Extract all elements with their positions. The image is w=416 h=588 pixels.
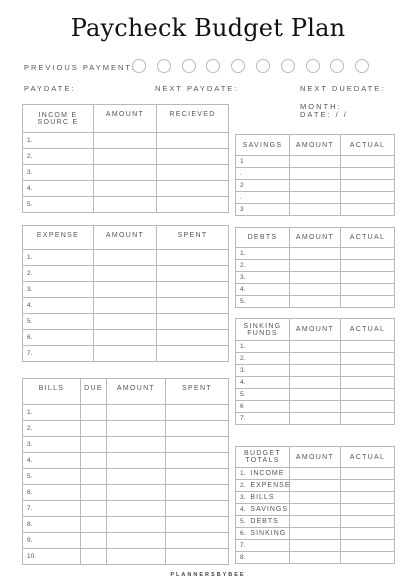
bills-due-header: DUE — [81, 379, 107, 405]
table-row — [23, 250, 229, 266]
entry-cell[interactable] — [290, 365, 341, 377]
entry-cell[interactable] — [157, 346, 229, 362]
entry-cell[interactable] — [290, 516, 341, 528]
label-cell[interactable] — [236, 248, 290, 260]
label-cell[interactable] — [236, 365, 290, 377]
income-table — [22, 104, 229, 213]
entry-cell[interactable] — [166, 421, 229, 437]
row-number: 1. — [27, 409, 33, 416]
budget-totals-header: BUDGET TOTALS — [236, 447, 290, 468]
row-number: . — [240, 194, 242, 201]
entry-cell[interactable] — [290, 284, 341, 296]
entry-cell[interactable] — [290, 248, 341, 260]
totals-row-label: SINKING — [250, 530, 287, 537]
entry-cell[interactable] — [94, 197, 157, 213]
label-cell[interactable] — [236, 341, 290, 353]
entry-cell[interactable] — [341, 365, 395, 377]
label-cell[interactable] — [236, 284, 290, 296]
label-cell[interactable] — [236, 504, 290, 516]
row-number: 1. — [240, 470, 246, 477]
entry-cell[interactable] — [157, 314, 229, 330]
table-row — [236, 365, 395, 377]
table-row — [236, 204, 395, 216]
table-row — [236, 516, 395, 528]
date-label: DATE: / / — [300, 110, 348, 119]
entry-cell[interactable] — [290, 492, 341, 504]
page-title: Paycheck Budget Plan — [70, 14, 346, 42]
entry-cell[interactable] — [290, 260, 341, 272]
entry-cell[interactable] — [290, 528, 341, 540]
entry-cell[interactable] — [166, 485, 229, 501]
expense-spent-header: SPENT — [157, 226, 229, 250]
entry-cell[interactable] — [341, 341, 395, 353]
entry-cell[interactable] — [341, 528, 395, 540]
table-row — [236, 552, 395, 564]
row-number: 4. — [27, 185, 33, 192]
table-row — [23, 197, 229, 213]
row-number: 7. — [240, 542, 246, 549]
entry-cell[interactable] — [94, 250, 157, 266]
entry-cell[interactable] — [157, 149, 229, 165]
row-number: 5. — [240, 518, 246, 525]
payment-circle[interactable] — [306, 59, 320, 73]
expense-header: EXPENSE — [23, 226, 94, 250]
entry-cell[interactable] — [81, 437, 107, 453]
entry-cell[interactable] — [166, 517, 229, 533]
row-number: 6. — [27, 334, 33, 341]
entry-cell[interactable] — [107, 549, 166, 565]
entry-cell[interactable] — [341, 168, 395, 180]
payment-circle[interactable] — [157, 59, 171, 73]
row-number: 1. — [27, 137, 33, 144]
entry-cell[interactable] — [107, 421, 166, 437]
entry-cell[interactable] — [290, 353, 341, 365]
label-cell[interactable] — [23, 330, 94, 346]
table-row — [236, 248, 395, 260]
payment-circle[interactable] — [281, 59, 295, 73]
entry-cell[interactable] — [157, 197, 229, 213]
label-cell[interactable] — [236, 156, 290, 168]
label-cell[interactable] — [23, 250, 94, 266]
entry-cell[interactable] — [341, 192, 395, 204]
table-row — [23, 149, 229, 165]
label-cell[interactable] — [23, 517, 81, 533]
entry-cell[interactable] — [341, 353, 395, 365]
table-row — [236, 480, 395, 492]
label-cell[interactable] — [236, 552, 290, 564]
entry-cell[interactable] — [290, 192, 341, 204]
table-row — [23, 346, 229, 362]
row-number: 4. — [240, 379, 246, 386]
row-number: 9. — [27, 537, 33, 544]
row-number: 7. — [27, 350, 33, 357]
label-cell[interactable] — [236, 168, 290, 180]
income-received-header: RECIEVED — [157, 105, 229, 133]
entry-cell[interactable] — [290, 156, 341, 168]
income-amount-header: AMOUNT — [94, 105, 157, 133]
table-row — [236, 540, 395, 552]
table-row — [23, 405, 229, 421]
entry-cell[interactable] — [290, 468, 341, 480]
entry-cell[interactable] — [94, 181, 157, 197]
entry-cell[interactable] — [166, 549, 229, 565]
row-number: 2. — [240, 262, 246, 269]
row-number: 1. — [240, 250, 246, 257]
row-number: 2. — [240, 482, 246, 489]
sinking-actual-header: ACTUAL — [341, 319, 395, 341]
label-cell[interactable] — [23, 181, 94, 197]
entry-cell[interactable] — [166, 469, 229, 485]
row-number: 3. — [240, 494, 246, 501]
label-cell[interactable] — [23, 533, 81, 549]
entry-cell[interactable] — [81, 533, 107, 549]
table-row — [23, 501, 229, 517]
entry-cell[interactable] — [107, 405, 166, 421]
label-cell[interactable] — [23, 133, 94, 149]
entry-cell[interactable] — [107, 533, 166, 549]
totals-row-label: INCOME — [250, 470, 285, 477]
row-number: 10. — [27, 553, 37, 560]
table-row — [23, 485, 229, 501]
row-number: 1. — [240, 343, 246, 350]
table-row — [23, 421, 229, 437]
savings-table — [235, 134, 395, 216]
entry-cell[interactable] — [94, 346, 157, 362]
table-row — [236, 389, 395, 401]
label-cell[interactable] — [236, 180, 290, 192]
row-number: . — [240, 170, 242, 177]
row-number: 2 — [240, 182, 244, 189]
label-cell[interactable] — [236, 516, 290, 528]
label-cell[interactable] — [23, 165, 94, 181]
entry-cell[interactable] — [94, 282, 157, 298]
entry-cell[interactable] — [341, 413, 395, 425]
label-cell[interactable] — [236, 377, 290, 389]
entry-cell[interactable] — [341, 156, 395, 168]
entry-cell[interactable] — [341, 272, 395, 284]
payment-circle[interactable] — [330, 59, 344, 73]
table-row — [23, 330, 229, 346]
table-row — [236, 296, 395, 308]
label-cell[interactable] — [23, 501, 81, 517]
label-cell[interactable] — [23, 282, 94, 298]
label-cell[interactable] — [236, 468, 290, 480]
entry-cell[interactable] — [166, 437, 229, 453]
entry-cell[interactable] — [166, 501, 229, 517]
label-cell[interactable] — [236, 401, 290, 413]
entry-cell[interactable] — [157, 282, 229, 298]
payment-circle[interactable] — [206, 59, 220, 73]
row-number: 4. — [27, 457, 33, 464]
income-source-header: INCOM E SOURC E — [23, 105, 94, 133]
totals-row-label: DEBTS — [250, 518, 279, 525]
label-cell[interactable] — [23, 405, 81, 421]
debts-table — [235, 227, 395, 308]
entry-cell[interactable] — [341, 480, 395, 492]
entry-cell[interactable] — [157, 298, 229, 314]
table-row — [236, 353, 395, 365]
label-cell[interactable] — [236, 192, 290, 204]
debts-actual-header: ACTUAL — [341, 228, 395, 248]
label-cell[interactable] — [23, 485, 81, 501]
table-row — [23, 437, 229, 453]
entry-cell[interactable] — [341, 248, 395, 260]
entry-cell[interactable] — [290, 180, 341, 192]
entry-cell[interactable] — [290, 401, 341, 413]
label-cell[interactable] — [236, 353, 290, 365]
table-row — [23, 314, 229, 330]
label-cell[interactable] — [236, 480, 290, 492]
label-cell[interactable] — [23, 437, 81, 453]
label-cell[interactable] — [236, 389, 290, 401]
row-number: 5. — [240, 298, 246, 305]
payment-circle[interactable] — [256, 59, 270, 73]
row-number: 8. — [240, 554, 246, 561]
bills-table — [22, 378, 229, 565]
row-number: 5. — [27, 318, 33, 325]
totals-row-label: SAVINGS — [250, 506, 289, 513]
bills-spent-header: SPENT — [166, 379, 229, 405]
row-number: 8. — [27, 521, 33, 528]
totals-row-label: BILLS — [250, 494, 275, 501]
entry-cell[interactable] — [107, 453, 166, 469]
entry-cell[interactable] — [94, 266, 157, 282]
payment-circle[interactable] — [182, 59, 196, 73]
debts-header: DEBTS — [236, 228, 290, 248]
row-number: 1. — [27, 254, 33, 261]
entry-cell[interactable] — [341, 260, 395, 272]
entry-cell[interactable] — [290, 272, 341, 284]
table-row — [236, 284, 395, 296]
entry-cell[interactable] — [157, 133, 229, 149]
entry-cell[interactable] — [290, 341, 341, 353]
entry-cell[interactable] — [341, 516, 395, 528]
table-row — [23, 181, 229, 197]
label-cell[interactable] — [23, 421, 81, 437]
row-number: 3. — [27, 441, 33, 448]
entry-cell[interactable] — [81, 453, 107, 469]
entry-cell[interactable] — [290, 377, 341, 389]
row-number: 4. — [240, 286, 246, 293]
row-number: 7. — [240, 415, 246, 422]
entry-cell[interactable] — [290, 389, 341, 401]
table-row — [236, 260, 395, 272]
label-cell[interactable] — [236, 204, 290, 216]
row-number: 4. — [27, 302, 33, 309]
totals-row-label: EXPENSE — [250, 482, 291, 489]
row-number: 3. — [27, 169, 33, 176]
entry-cell[interactable] — [94, 298, 157, 314]
expense-amount-header: AMOUNT — [94, 226, 157, 250]
savings-header: SAVINGS — [236, 135, 290, 156]
bills-amount-header: AMOUNT — [107, 379, 166, 405]
row-number: 6. — [27, 489, 33, 496]
table-row — [23, 453, 229, 469]
table-row — [236, 180, 395, 192]
budget-totals-table — [235, 446, 395, 564]
sinking-funds-header: SINKING FUNDS — [236, 319, 290, 341]
entry-cell[interactable] — [157, 330, 229, 346]
row-number: 6. — [240, 530, 246, 537]
row-number: 3. — [27, 286, 33, 293]
row-number: 5. — [27, 473, 33, 480]
row-number: 3. — [240, 367, 246, 374]
label-cell[interactable] — [23, 197, 94, 213]
payment-tracker-circles — [132, 58, 382, 74]
table-row — [23, 266, 229, 282]
entry-cell[interactable] — [81, 549, 107, 565]
next-paydate-label: NEXT PAYDATE: — [155, 84, 239, 93]
table-row — [236, 341, 395, 353]
entry-cell[interactable] — [290, 296, 341, 308]
table-row — [23, 133, 229, 149]
label-cell[interactable] — [23, 346, 94, 362]
table-row — [23, 282, 229, 298]
row-number: 5. — [27, 201, 33, 208]
label-cell[interactable] — [23, 266, 94, 282]
month-label: MONTH: — [300, 102, 342, 111]
table-row — [236, 401, 395, 413]
entry-cell[interactable] — [341, 389, 395, 401]
row-number: 2. — [27, 153, 33, 160]
table-row — [236, 377, 395, 389]
entry-cell[interactable] — [290, 552, 341, 564]
entry-cell[interactable] — [166, 533, 229, 549]
row-number: 2. — [27, 270, 33, 277]
entry-cell[interactable] — [341, 284, 395, 296]
entry-cell[interactable] — [166, 453, 229, 469]
entry-cell[interactable] — [290, 540, 341, 552]
entry-cell[interactable] — [341, 204, 395, 216]
entry-cell[interactable] — [94, 330, 157, 346]
entry-cell[interactable] — [81, 485, 107, 501]
entry-cell[interactable] — [290, 168, 341, 180]
sinking-funds-table — [235, 318, 395, 425]
next-duedate-label: NEXT DUEDATE: — [300, 84, 386, 93]
entry-cell[interactable] — [341, 180, 395, 192]
entry-cell[interactable] — [94, 314, 157, 330]
entry-cell[interactable] — [157, 181, 229, 197]
label-cell[interactable] — [23, 469, 81, 485]
label-cell[interactable] — [236, 296, 290, 308]
table-row — [23, 533, 229, 549]
entry-cell[interactable] — [341, 552, 395, 564]
entry-cell[interactable] — [107, 517, 166, 533]
entry-cell[interactable] — [81, 469, 107, 485]
label-cell[interactable] — [236, 272, 290, 284]
label-cell[interactable] — [236, 413, 290, 425]
entry-cell[interactable] — [81, 501, 107, 517]
entry-cell[interactable] — [81, 405, 107, 421]
entry-cell[interactable] — [81, 517, 107, 533]
label-cell[interactable] — [23, 314, 94, 330]
label-cell[interactable] — [236, 528, 290, 540]
entry-cell[interactable] — [107, 437, 166, 453]
table-row — [23, 298, 229, 314]
entry-cell[interactable] — [157, 165, 229, 181]
label-cell[interactable] — [23, 298, 94, 314]
row-number: 1 — [240, 158, 244, 165]
bills-header: BILLS — [23, 379, 81, 405]
row-number: 2. — [27, 425, 33, 432]
entry-cell[interactable] — [107, 501, 166, 517]
payment-circle[interactable] — [132, 59, 146, 73]
payment-circle[interactable] — [231, 59, 245, 73]
previous-payment-label: PREVIOUS PAYMENT: — [24, 63, 136, 72]
table-row — [23, 517, 229, 533]
label-cell[interactable] — [236, 540, 290, 552]
entry-cell[interactable] — [290, 504, 341, 516]
label-cell[interactable] — [236, 492, 290, 504]
entry-cell[interactable] — [341, 377, 395, 389]
table-row — [236, 492, 395, 504]
table-row — [236, 528, 395, 540]
table-row — [236, 168, 395, 180]
entry-cell[interactable] — [94, 149, 157, 165]
entry-cell[interactable] — [341, 401, 395, 413]
entry-cell[interactable] — [290, 204, 341, 216]
totals-actual-header: ACTUAL — [341, 447, 395, 468]
entry-cell[interactable] — [290, 413, 341, 425]
entry-cell[interactable] — [341, 468, 395, 480]
row-number: 2. — [240, 355, 246, 362]
entry-cell[interactable] — [341, 504, 395, 516]
label-cell[interactable] — [23, 453, 81, 469]
label-cell[interactable] — [23, 549, 81, 565]
expense-table — [22, 225, 229, 362]
table-row — [236, 192, 395, 204]
payment-circle[interactable] — [355, 59, 369, 73]
table-row — [236, 504, 395, 516]
entry-cell[interactable] — [341, 492, 395, 504]
label-cell[interactable] — [236, 260, 290, 272]
row-number: 3 — [240, 206, 244, 213]
row-number: 3. — [240, 274, 246, 281]
table-row — [236, 468, 395, 480]
table-row — [23, 469, 229, 485]
table-row — [236, 156, 395, 168]
entry-cell[interactable] — [157, 266, 229, 282]
entry-cell[interactable] — [341, 540, 395, 552]
row-number: 4. — [240, 506, 246, 513]
table-row — [236, 413, 395, 425]
footer-brand: PLANNERSBYBEE — [170, 572, 246, 578]
entry-cell[interactable] — [107, 469, 166, 485]
table-row — [23, 165, 229, 181]
entry-cell[interactable] — [81, 421, 107, 437]
sinking-amount-header: AMOUNT — [290, 319, 341, 341]
row-number: 6 — [240, 403, 244, 410]
entry-cell[interactable] — [341, 296, 395, 308]
entry-cell[interactable] — [94, 165, 157, 181]
entry-cell[interactable] — [290, 480, 341, 492]
savings-amount-header: AMOUNT — [290, 135, 341, 156]
row-number: 5. — [240, 391, 246, 398]
entry-cell[interactable] — [94, 133, 157, 149]
entry-cell[interactable] — [157, 250, 229, 266]
debts-amount-header: AMOUNT — [290, 228, 341, 248]
entry-cell[interactable] — [166, 405, 229, 421]
table-row — [23, 549, 229, 565]
table-row — [236, 272, 395, 284]
savings-actual-header: ACTUAL — [341, 135, 395, 156]
totals-amount-header: AMOUNT — [290, 447, 341, 468]
label-cell[interactable] — [23, 149, 94, 165]
entry-cell[interactable] — [107, 485, 166, 501]
row-number: 7. — [27, 505, 33, 512]
paydate-label: PAYDATE: — [24, 84, 76, 93]
